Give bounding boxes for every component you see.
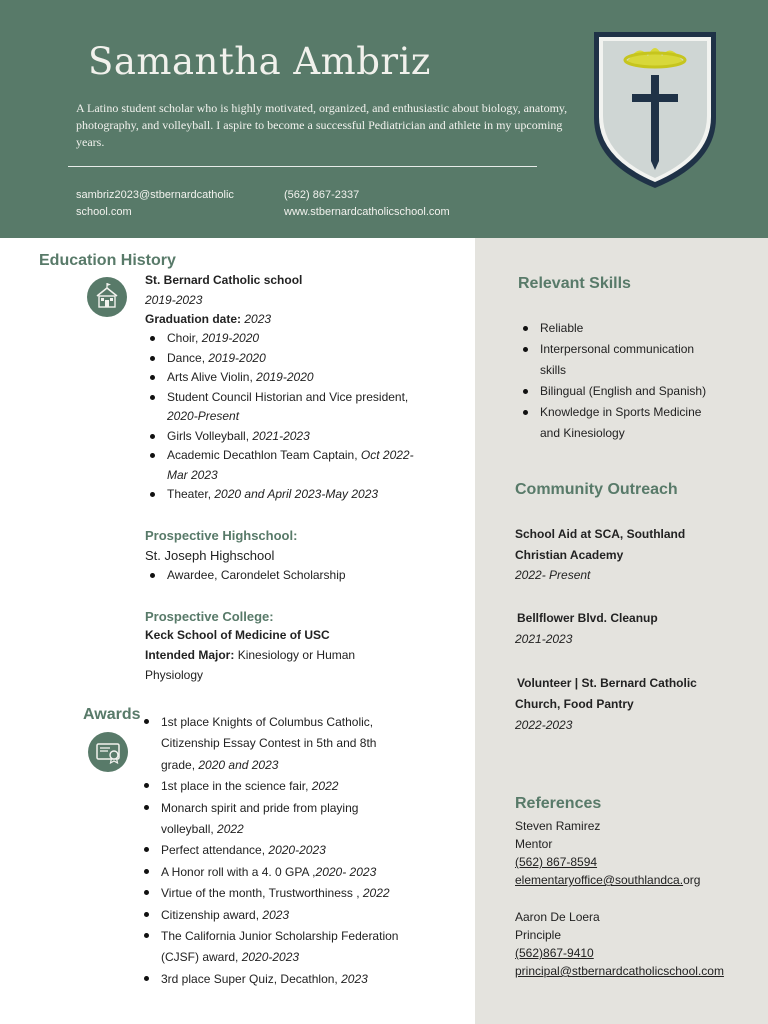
reference-role: Principle (515, 928, 562, 942)
header-banner (0, 0, 768, 238)
summary-text: A Latino student scholar who is highly motivated, organized, and enthusiastic about biology, anatomy, photography, and volleyball. I aspire to become a successful Pediatrician and athlete in my upcoming years. (76, 101, 568, 149)
list-item: Choir, 2019-2020 (145, 329, 420, 349)
skills-title: Relevant Skills (518, 275, 631, 292)
email-line-2: school.com (76, 206, 132, 218)
references-title: References (515, 795, 602, 812)
person-name: Samantha Ambriz (88, 40, 431, 83)
phone-text: (562) 867-2337 (284, 189, 360, 201)
activities-list (145, 329, 420, 505)
highschool-name: St. Joseph Highschool (145, 548, 275, 563)
school-name: St. Bernard Catholic school (145, 273, 303, 287)
list-item: Student Council Historian and Vice president, 2020-Present (145, 388, 420, 427)
phone-web-contact (284, 187, 544, 221)
list-item: The California Junior Scholarship Federation (CJSF) award, 2020-2023 (139, 926, 409, 969)
list-item: Perfect attendance, 2020-2023 (139, 840, 409, 861)
outreach-date: 2022-2023 (515, 718, 573, 732)
outreach-name: School Aid at SCA, Southland Christian Academy (515, 527, 686, 562)
outreach-date: 2021-2023 (515, 632, 573, 646)
highschool-title: Prospective Highschool: (145, 528, 298, 543)
list-item: Theater, 2020 and April 2023-May 2023 (145, 485, 420, 505)
skills-list (515, 318, 720, 444)
header-divider (68, 166, 537, 167)
list-item: 1st place Knights of Columbus Catholic, Citizenship Essay Contest in 5th and 8th grade, 2020 and 2023 (139, 712, 409, 776)
school-years: 2019-2023 (145, 293, 203, 307)
reference-email[interactable]: elementaryoffice@southlandca.org (515, 873, 701, 887)
email-line-1: sambriz2023@stbernardcatholic (76, 189, 234, 201)
reference-2 (515, 908, 724, 980)
list-item: Dance, 2019-2020 (145, 349, 420, 369)
list-item: Virtue of the month, Trustworthiness , 2022 (139, 883, 409, 904)
list-item: 1st place in the science fair, 2022 (139, 776, 409, 797)
outreach-name: Bellflower Blvd. Cleanup (517, 611, 658, 625)
website-link[interactable]: www.stbernardcatholicschool.com (284, 206, 450, 218)
outreach-title: Community Outreach (515, 481, 678, 498)
graduation-date: Graduation date: 2023 (145, 312, 272, 326)
list-item: Girls Volleyball, 2021-2023 (145, 427, 420, 447)
list-item: Interpersonal communication skills (515, 339, 720, 381)
list-item: Arts Alive Violin, 2019-2020 (145, 368, 420, 388)
list-item: Citizenship award, 2023 (139, 905, 409, 926)
list-item: A Honor roll with a 4. 0 GPA ,2020- 2023 (139, 862, 409, 883)
list-item: Academic Decathlon Team Captain, Oct 2022-Mar 2023 (145, 446, 420, 485)
list-item: Monarch spirit and pride from playing volleyball, 2022 (139, 798, 409, 841)
school-icon (87, 277, 127, 317)
reference-phone-link[interactable]: (562)867-9410 (515, 946, 594, 960)
outreach-date: 2022- Present (515, 568, 591, 582)
reference-1 (515, 817, 700, 889)
awards-title: Awards (83, 706, 141, 723)
reference-phone-link[interactable]: (562) 867-8594 (515, 855, 598, 869)
reference-email-link[interactable]: principal@stbernardcatholicschool.com (515, 964, 724, 978)
reference-name: Aaron De Loera (515, 910, 600, 924)
reference-role: Mentor (515, 837, 553, 851)
highschool-list (145, 566, 435, 586)
list-item: Bilingual (English and Spanish) (515, 381, 720, 402)
certificate-icon (88, 732, 128, 772)
awards-list (139, 712, 409, 990)
intended-major: Intended Major: Kinesiology or Human Physiology (145, 648, 356, 682)
list-item: Awardee, Carondelet Scholarship (145, 566, 435, 586)
education-title: Education History (39, 252, 176, 269)
email-contact[interactable] (76, 187, 266, 221)
reference-name: Steven Ramirez (515, 819, 601, 833)
list-item: Knowledge in Sports Medicine and Kinesiology (515, 402, 720, 444)
college-name: Keck School of Medicine of USC (145, 628, 330, 642)
college-title: Prospective College: (145, 609, 274, 624)
outreach-name: Volunteer | St. Bernard Catholic Church, Food Pantry (515, 676, 697, 711)
list-item: Reliable (515, 318, 720, 339)
crest-logo-icon (590, 28, 720, 192)
list-item: 3rd place Super Quiz, Decathlon, 2023 (139, 969, 409, 990)
